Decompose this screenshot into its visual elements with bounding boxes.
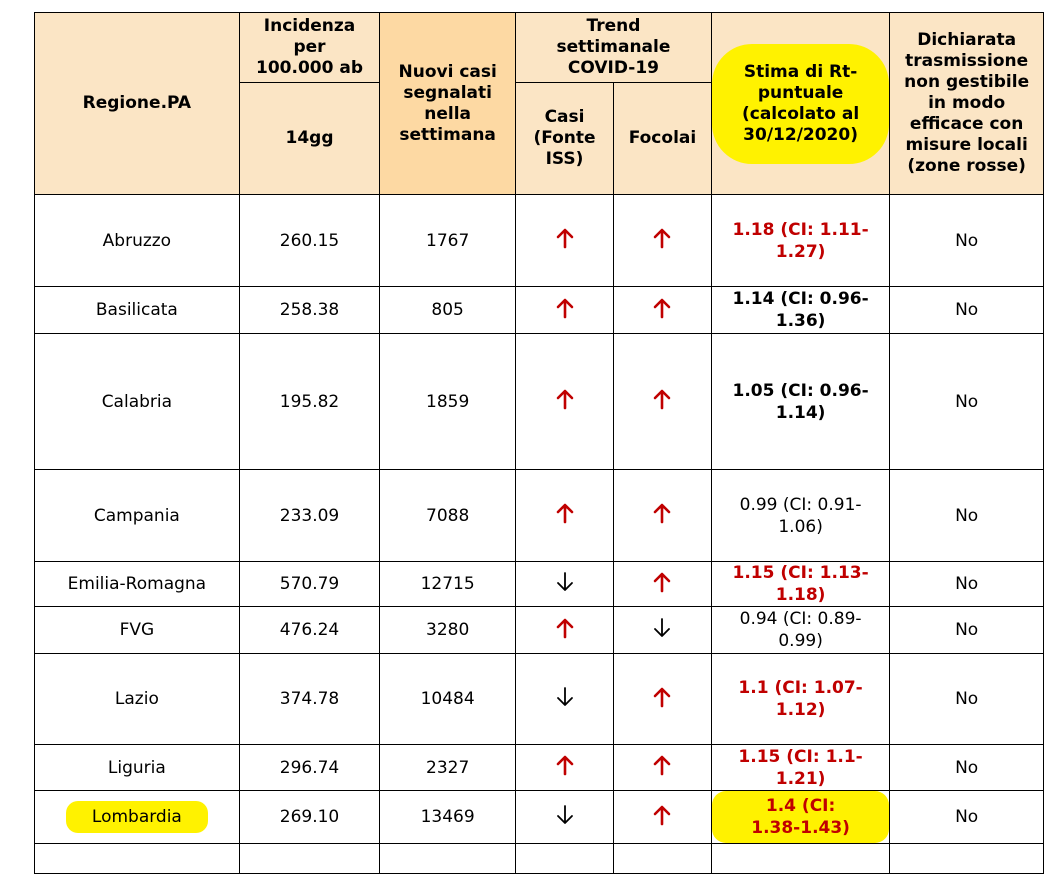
- cell-stima-rt: [711, 607, 889, 654]
- cell-dichiarata: No: [890, 470, 1044, 562]
- arrow-up-icon: [652, 571, 672, 593]
- cell-dichiarata: No: [890, 195, 1044, 287]
- header-stima-rt: [711, 13, 889, 195]
- cell-incidenza: 269.10: [239, 791, 380, 844]
- cell-rt-value: 1.05 (CI: 0.96-1.14): [732, 380, 869, 423]
- cell-incidenza: 258.38: [239, 287, 380, 334]
- cell-dichiarata: No: [890, 791, 1044, 844]
- cell-rt-value: 1.18 (CI: 1.11-1.27): [732, 219, 869, 262]
- cell-nuovi-casi: 10484: [380, 654, 516, 745]
- cell-trend-casi: [516, 470, 614, 562]
- cell-trend-focolai: [614, 654, 712, 745]
- cell-rt-value: 1.14 (CI: 0.96-1.36): [732, 289, 869, 331]
- arrow-up-icon: [555, 388, 575, 410]
- header-dichiarata: Dichiarata trasmissione non gestibile in modo efficace con misure locali (zone rosse): [890, 13, 1044, 195]
- cell-dichiarata: No: [890, 562, 1044, 607]
- cell-incidenza: 233.09: [239, 470, 380, 562]
- cell-rt-value: 1.15 (CI: 1.1-1.21): [738, 746, 863, 789]
- cell-trend-casi: [516, 654, 614, 745]
- highlight-marker: [66, 801, 208, 833]
- cell-regione: Abruzzo: [35, 195, 240, 287]
- arrow-up-icon: [555, 617, 575, 639]
- covid-region-table: [34, 12, 1044, 874]
- header-stima-rt-label: Stima di Rt-puntuale (calcolato al 30/12/2020): [741, 61, 860, 145]
- cell-dichiarata: No: [890, 287, 1044, 334]
- cell-regione: Liguria: [35, 745, 240, 791]
- cell-regione: [35, 791, 240, 844]
- table-row: [35, 195, 1044, 287]
- table-row: [35, 334, 1044, 470]
- cell-stima-rt: [711, 562, 889, 607]
- cell-rt-value: 1.15 (CI: 1.13-1.18): [732, 563, 869, 605]
- header-trend: Trend settimanale COVID-19: [516, 13, 712, 83]
- cell-incidenza: 260.15: [239, 195, 380, 287]
- table-row: [35, 287, 1044, 334]
- cell-stima-rt: [711, 334, 889, 470]
- cell-stima-rt: [711, 791, 889, 844]
- header-nuovi-casi: Nuovi casi segnalati nella settimana: [380, 13, 516, 195]
- cell-stima-rt: [711, 287, 889, 334]
- arrow-down-icon: [652, 617, 672, 639]
- arrow-up-icon: [652, 804, 672, 826]
- arrow-up-icon: [555, 754, 575, 776]
- cell-nuovi-casi: 2327: [380, 745, 516, 791]
- table-row: [35, 791, 1044, 844]
- cell-dichiarata: No: [890, 334, 1044, 470]
- cell-trend-focolai: [614, 195, 712, 287]
- cell-trend-casi: [516, 562, 614, 607]
- cell-trend-focolai: [614, 562, 712, 607]
- cell-nuovi-casi: 12715: [380, 562, 516, 607]
- empty-cell: [516, 844, 614, 874]
- empty-cell: [711, 844, 889, 874]
- cell-trend-focolai: [614, 607, 712, 654]
- table-row: [35, 470, 1044, 562]
- cell-incidenza: 195.82: [239, 334, 380, 470]
- cell-incidenza: 476.24: [239, 607, 380, 654]
- table-row: [35, 607, 1044, 654]
- cell-regione: Calabria: [35, 334, 240, 470]
- cell-rt-value: 1.1 (CI: 1.07-1.12): [738, 678, 863, 720]
- arrow-up-icon: [652, 297, 672, 319]
- arrow-down-icon: [555, 571, 575, 593]
- cell-stima-rt: [711, 195, 889, 287]
- cell-trend-focolai: [614, 745, 712, 791]
- cell-trend-focolai: [614, 470, 712, 562]
- cell-nuovi-casi: 3280: [380, 607, 516, 654]
- empty-cell: [614, 844, 712, 874]
- cell-trend-casi: [516, 287, 614, 334]
- cell-rt-value: 1.4 (CI: 1.38-1.43): [751, 796, 850, 838]
- empty-cell: [380, 844, 516, 874]
- cell-trend-casi: [516, 607, 614, 654]
- arrow-down-icon: [555, 686, 575, 708]
- table-row: [35, 654, 1044, 745]
- cell-regione: Basilicata: [35, 287, 240, 334]
- cell-trend-focolai: [614, 791, 712, 844]
- cell-regione: FVG: [35, 607, 240, 654]
- arrow-up-icon: [652, 227, 672, 249]
- cell-stima-rt: [711, 745, 889, 791]
- cell-nuovi-casi: 13469: [380, 791, 516, 844]
- header-incidenza: Incidenza per 100.000 ab: [239, 13, 380, 83]
- highlight-marker: [712, 44, 889, 164]
- empty-cell: [35, 844, 240, 874]
- empty-cell: [890, 844, 1044, 874]
- highlight-marker: [712, 791, 889, 843]
- cell-dichiarata: No: [890, 607, 1044, 654]
- cell-nuovi-casi: 1767: [380, 195, 516, 287]
- header-regione: Regione.PA: [35, 13, 240, 195]
- arrow-up-icon: [652, 502, 672, 524]
- header-incidenza-14gg: 14gg: [239, 83, 380, 195]
- header-trend-focolai: Focolai: [614, 83, 712, 195]
- cell-trend-focolai: [614, 287, 712, 334]
- cell-regione-label: Lombardia: [91, 807, 182, 827]
- cell-nuovi-casi: 805: [380, 287, 516, 334]
- cell-trend-casi: [516, 745, 614, 791]
- empty-cell: [239, 844, 380, 874]
- arrow-up-icon: [555, 297, 575, 319]
- cell-trend-focolai: [614, 334, 712, 470]
- cell-trend-casi: [516, 334, 614, 470]
- cell-regione: Campania: [35, 470, 240, 562]
- arrow-up-icon: [652, 686, 672, 708]
- cell-trend-casi: [516, 195, 614, 287]
- table-row: [35, 562, 1044, 607]
- cell-nuovi-casi: 1859: [380, 334, 516, 470]
- cell-incidenza: 374.78: [239, 654, 380, 745]
- table-row: [35, 844, 1044, 874]
- cell-stima-rt: [711, 470, 889, 562]
- table-row: [35, 745, 1044, 791]
- arrow-up-icon: [555, 227, 575, 249]
- cell-dichiarata: No: [890, 654, 1044, 745]
- cell-dichiarata: No: [890, 745, 1044, 791]
- arrow-up-icon: [652, 388, 672, 410]
- arrow-up-icon: [555, 502, 575, 524]
- cell-nuovi-casi: 7088: [380, 470, 516, 562]
- arrow-up-icon: [652, 754, 672, 776]
- cell-incidenza: 296.74: [239, 745, 380, 791]
- cell-rt-value: 0.99 (CI: 0.91-1.06): [739, 494, 862, 537]
- cell-incidenza: 570.79: [239, 562, 380, 607]
- cell-regione: Emilia-Romagna: [35, 562, 240, 607]
- cell-rt-value: 0.94 (CI: 0.89-0.99): [739, 609, 862, 651]
- cell-regione: Lazio: [35, 654, 240, 745]
- cell-trend-casi: [516, 791, 614, 844]
- cell-stima-rt: [711, 654, 889, 745]
- arrow-down-icon: [555, 804, 575, 826]
- header-trend-casi: Casi (Fonte ISS): [516, 83, 614, 195]
